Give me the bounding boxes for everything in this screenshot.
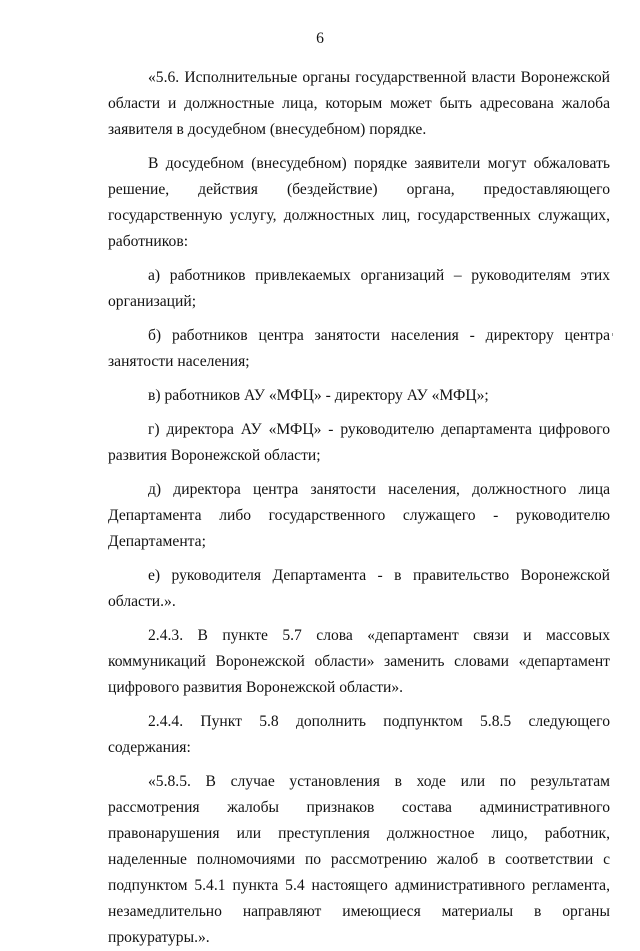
paragraph-item-b: б) работников центра занятости населения - директору центра занятости населения; bbox=[108, 327, 610, 370]
paragraph-item-d: д) директора центра занятости населения, должностного лица Департамента либо государственного служащего - руководителю Департамента; bbox=[108, 481, 610, 550]
paragraph-item-v: в) работников АУ «МФЦ» - директору АУ «МФЦ»; bbox=[148, 387, 489, 404]
paragraph-2-4-3: 2.4.3. В пункте 5.7 слова «департамент связи и массовых коммуникаций Воронежской области» заменить словами «департамент цифрового развития Воронежской области». bbox=[108, 627, 610, 696]
paragraph-5-6: «5.6. Исполнительные органы государственной власти Воронежской области и должностные лица, которым может быть адресована жалоба заявителя в досудебном (внесудебном) порядке. bbox=[108, 69, 610, 138]
paragraph-item-g: г) директора АУ «МФЦ» - руководителю департамента цифрового развития Воронежской области; bbox=[108, 421, 610, 464]
paragraph-item-e: е) руководителя Департамента - в правительство Воронежской области.». bbox=[108, 567, 610, 610]
paragraph-5-8-5: «5.8.5. В случае установления в ходе или по результатам рассмотрения жалобы признаков состава административного правонарушения или преступления должностное лицо, работник, наделенные полномочиями по рассмотрению жалоб в соответствии с подпунктом 5.4.1 пункта 5.4 настоящего административного регламента, незамедлительно направляют имеющиеся материалы в органы прокуратуры.». bbox=[108, 773, 610, 946]
scan-edge-mark bbox=[612, 333, 613, 336]
page-number: 6 bbox=[316, 30, 324, 47]
paragraph-2-4-4: 2.4.4. Пункт 5.8 дополнить подпунктом 5.8.5 следующего содержания: bbox=[108, 713, 610, 756]
paragraph-item-a: а) работников привлекаемых организаций – руководителям этих организаций; bbox=[108, 267, 610, 310]
paragraph-appeal-intro: В досудебном (внесудебном) порядке заявители могут обжаловать решение, действия (бездействие) органа, предоставляющего государственную услугу, должностных лиц, государственных служащих, работников: bbox=[108, 155, 610, 250]
